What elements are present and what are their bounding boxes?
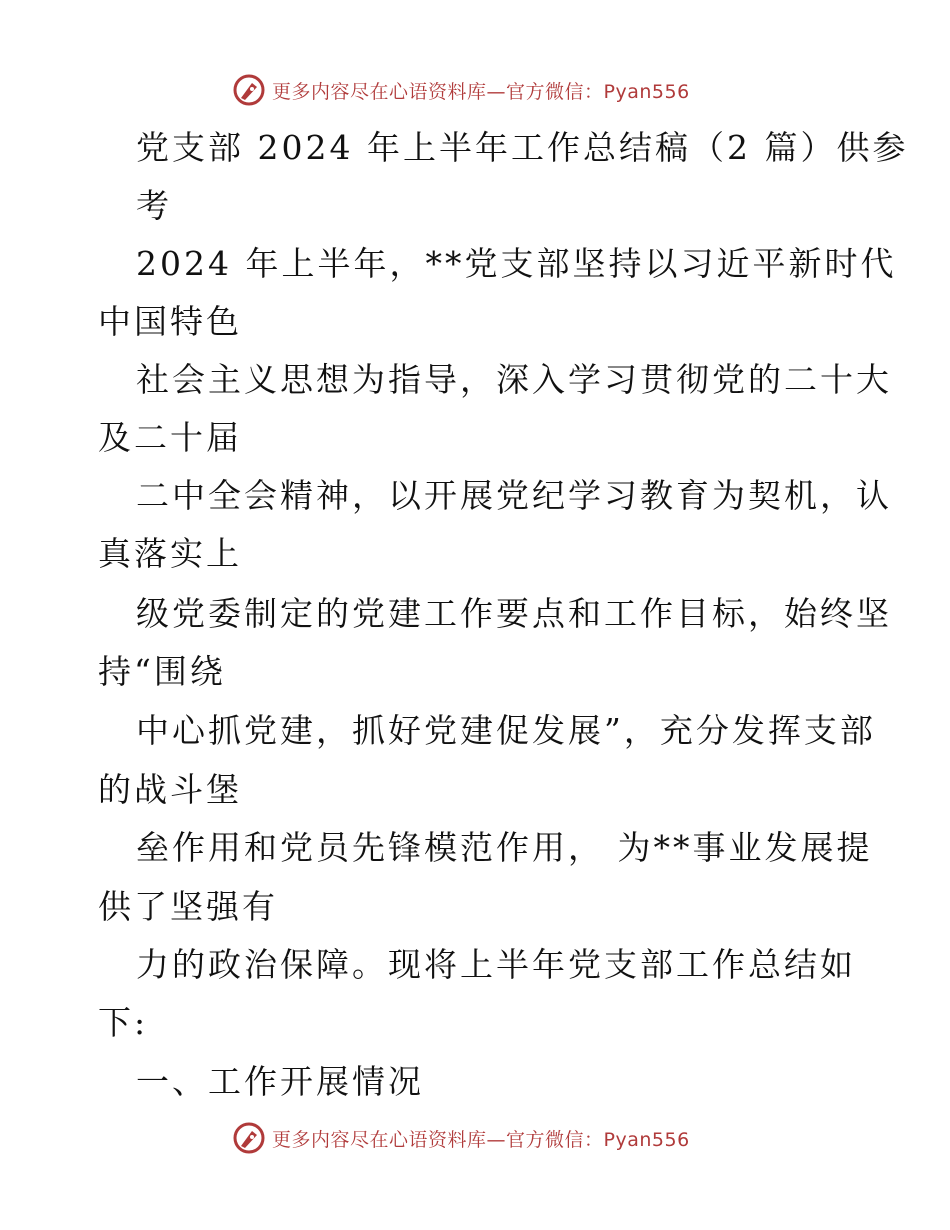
pen-nib-logo-icon: [232, 73, 266, 107]
paragraph-line: 垒作用和党员先锋模范作用， 为**事业发展提: [136, 828, 873, 867]
paragraph-line: 供了坚强有: [98, 887, 278, 926]
watermark-banner-bottom: [232, 1118, 732, 1158]
paragraph-line: 二中全会精神，以开展党纪学习教育为契机，认: [136, 476, 892, 515]
section-heading: 一、工作开展情况: [136, 1062, 424, 1101]
paragraph-line: 及二十届: [98, 418, 242, 457]
watermark-text: 更多内容尽在心语资料库—官方微信：Pyan556: [272, 80, 690, 103]
pen-nib-logo-icon: [232, 1121, 266, 1155]
watermark-text: 更多内容尽在心语资料库—官方微信：Pyan556: [272, 1128, 690, 1151]
paragraph-line: 下:: [98, 1003, 149, 1042]
watermark-banner-top: [232, 70, 732, 110]
paragraph-line: 社会主义思想为指导，深入学习贯彻党的二十大: [136, 360, 892, 399]
document-title-line-2: 考: [136, 186, 172, 225]
paragraph-line: 级党委制定的党建工作要点和工作目标，始终坚: [136, 594, 892, 633]
paragraph-line: 的战斗堡: [98, 770, 242, 809]
paragraph-line: 真落实上: [98, 534, 242, 573]
document-title-line-1: 党支部 2024 年上半年工作总结稿（2 篇）供参: [136, 128, 909, 167]
paragraph-line: 2024 年上半年，**党支部坚持以习近平新时代: [136, 244, 897, 283]
paragraph-line: 持“围绕: [98, 652, 226, 691]
paragraph-line: 力的政治保障。现将上半年党支部工作总结如: [136, 945, 856, 984]
paragraph-line: 中心抓党建，抓好党建促发展”，充分发挥支部: [136, 711, 876, 750]
paragraph-line: 中国特色: [98, 302, 242, 341]
